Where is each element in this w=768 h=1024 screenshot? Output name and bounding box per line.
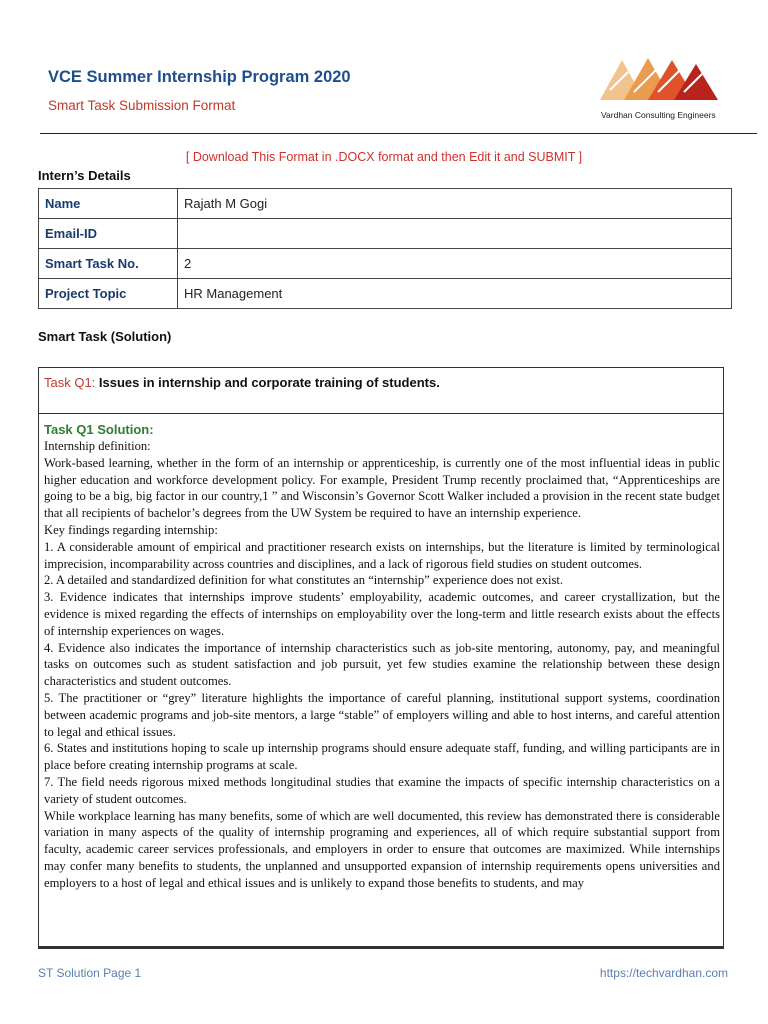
solution-paragraph: 2. A detailed and standardized definition for what constitutes an “internship” experience does not exist. — [44, 573, 563, 588]
task-question-row — [39, 368, 723, 414]
solution-paragraph: 3. Evidence indicates that internships improve students’ employability, academic outcomes, and career crystallization, but the evidence is mixed regarding the effects of internships on employability over the long-term and little research exists about the effects of internship experiences on wages. — [44, 590, 720, 638]
intern-details-table — [38, 188, 732, 309]
document-subtitle: Smart Task Submission Format — [48, 98, 236, 113]
task-solution-body — [44, 438, 720, 892]
name-value: Rajath M Gogi — [178, 189, 732, 219]
header-divider — [40, 133, 757, 134]
solution-paragraph: 1. A considerable amount of empirical and practitioner research exists on internships, but the literature is limited by terminological imprecision, incomparability across countries and disciplines, and a lack of rigorous field studies on student outcomes. — [44, 539, 720, 571]
task-question-text: Issues in internship and corporate training of students. — [95, 375, 440, 390]
table-row — [39, 189, 732, 219]
solution-paragraph: Work-based learning, whether in the form of an internship or apprenticeship, is currently one of the most influential ideas in public higher education and workforce development policy. For example, President Trump recently proclaimed that, “Apprenticeships are going to be a big, big factor in our country,1 ” and Wisconsin’s Governor Scott Walker included a provision in the recent state budget that all recipients of bachelor’s degrees from the UW System be required to have an internship experience. — [44, 455, 720, 521]
task-question-label: Task Q1: — [44, 375, 96, 390]
table-row — [39, 249, 732, 279]
task-solution-cell — [39, 414, 723, 948]
intern-details-heading: Intern’s Details — [38, 168, 131, 183]
solution-paragraph: Internship definition: — [44, 439, 151, 453]
table-row — [39, 219, 732, 249]
task-question — [44, 375, 440, 390]
name-label: Name — [39, 189, 178, 219]
footer-url[interactable]: https://techvardhan.com — [599, 966, 728, 980]
solution-paragraph: 7. The field needs rigorous mixed methods longitudinal studies that examine the impacts of specific internship characteristics on a variety of student outcomes. — [44, 774, 720, 806]
solution-paragraph: 5. The practitioner or “grey” literature highlights the importance of careful planning, institutional support systems, coordination between academic programs and job-site mentors, a large “stable” of employers willing and able to host interns, and careful attention to legal and ethical issues. — [44, 690, 720, 739]
email-value — [178, 219, 732, 249]
smart-task-heading: Smart Task (Solution) — [38, 329, 172, 344]
task-box — [38, 367, 724, 949]
project-topic-value: HR Management — [178, 279, 732, 309]
project-topic-label: Project Topic — [39, 279, 178, 309]
download-note: [ Download This Format in .DOCX format and then Edit it and SUBMIT ] — [185, 150, 583, 164]
document-title: VCE Summer Internship Program 2020 — [48, 68, 351, 86]
task-solution-label: Task Q1 Solution: — [44, 422, 154, 437]
table-row — [39, 279, 732, 309]
solution-paragraph: While workplace learning has many benefits, some of which are well documented, this review has demonstrated there is considerable variation in many aspects of the quality of internship programing and experiences, all of which require substantial support from faculty, academic career services professionals, and employers in order to ensure that outcomes are maximized. While internships may confer many benefits to students, the unplanned and unsupported expansion of internship requirements opens universities and employers to a host of legal and ethical issues and is unlikely to expand those benefits to students, and may — [44, 808, 720, 890]
solution-paragraph: 6. States and institutions hoping to scale up internship programs should ensure adequate staff, funding, and willing participants are in place before creating internship programs at scale. — [44, 741, 720, 773]
email-label: Email-ID — [39, 219, 178, 249]
task-no-value: 2 — [178, 249, 732, 279]
solution-paragraph: Key findings regarding internship: — [44, 522, 218, 537]
footer-page-label: ST Solution Page 1 — [38, 966, 142, 980]
logo-caption: Vardhan Consulting Engineers — [601, 110, 716, 120]
solution-paragraph: 4. Evidence also indicates the importance of internship characteristics such as job-site mentoring, autonomy, pay, and meaningful tasks on outcomes such as student satisfaction and job pursuit, yet few studies examine the relationship between these design characteristics and student outcomes. — [44, 640, 720, 689]
task-no-label: Smart Task No. — [39, 249, 178, 279]
